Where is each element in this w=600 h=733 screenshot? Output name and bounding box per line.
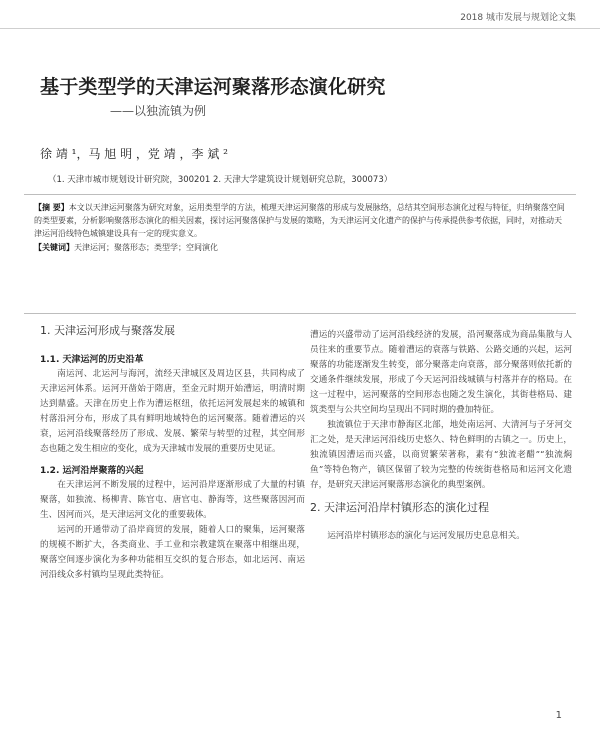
- running-header: 2018 城市发展与规划论文集: [460, 13, 576, 23]
- paper-title: 基于类型学的天津运河聚落形态演化研究: [40, 76, 386, 98]
- paragraph: 运河的开通带动了沿岸商贸的发展，随着人口的聚集，运河聚落的规模不断扩大，各类商业、手工业和宗教建筑在聚落中相继出现，聚落空间逐步演化为多种功能相互交织的复合形态，如北运河、南运河沿线众多村镇均呈现此类特征。: [40, 525, 305, 580]
- paper-subtitle: ——以独流镇为例: [110, 104, 207, 118]
- section-heading-2: 2. 天津运河沿岸村镇形态的演化过程: [310, 501, 489, 514]
- keywords-text: 天津运河；聚落形态；类型学；空间演化: [74, 242, 218, 252]
- right-column: [310, 328, 572, 544]
- subsection-heading-1-2: 1.2. 运河沿岸聚落的兴起: [40, 466, 144, 476]
- paragraph: 独流镇位于天津市静海区北部，地处南运河、大清河与子牙河交汇之处，是天津运河沿线历史悠久、特色鲜明的古镇之一。历史上，独流镇因漕运而兴盛，以商贸繁荣著称，素有“独流老醋”“独流焖鱼”等特色物产，镇区保留了较为完整的传统街巷格局和运河文化遗存，是研究天津运河聚落形态演化的典型案例。: [310, 420, 572, 490]
- affiliation: （1. 天津市城市规划设计研究院，300201 2. 天津大学建筑设计规划研究总院，300073）: [48, 175, 393, 185]
- subsection-heading-1-1: 1.1. 天津运河的历史沿革: [40, 355, 144, 365]
- paragraph: 南运河、北运河与海河，流经天津城区及周边区县，共同构成了天津运河体系。运河开凿始于隋唐，至金元时期开始漕运，明清时期达到鼎盛。天津在历史上作为漕运枢纽，依托运河发展起来的城镇和村落沿河分布，形成了具有鲜明地域特色的运河聚落。随着漕运的兴衰，运河沿线聚落经历了形成、发展、繁荣与转型的过程，其空间形态也随之发生相应的变化，成为天津城市发展的重要历史见证。: [40, 369, 305, 454]
- paragraph: 运河沿岸村镇形态的演化与运河发展历史息息相关。: [327, 531, 525, 541]
- abstract-box: [24, 194, 576, 314]
- paragraph: 漕运的兴盛带动了运河沿线经济的发展，沿河聚落成为商品集散与人员往来的重要节点。随着漕运的衰落与铁路、公路交通的兴起，运河聚落的功能逐渐发生转变，部分聚落走向衰落，部分聚落则依托新的交通条件继续发展，形成了今天运河沿线城镇与村落并存的格局。在这一过程中，运河聚落的空间形态也随之发生演化，其街巷格局、建筑类型与公共空间均呈现出不同时期的叠加特征。: [310, 330, 572, 415]
- section-heading-1: 1. 天津运河形成与聚落发展: [40, 324, 175, 337]
- left-column: [40, 322, 305, 583]
- abstract-text: 本文以天津运河聚落为研究对象，运用类型学的方法，梳理天津运河聚落的形成与发展脉络，总结其空间形态演化过程与特征，归纳聚落空间的类型要素，分析影响聚落形态演化的相关因素，探讨运河聚落保护与发展的策略，为天津运河文化遗产的保护与传承提供参考依据，同时，对推动天津运河沿线特色城镇建设具有一定的现实意义。: [34, 203, 565, 239]
- header-divider: [0, 28, 600, 29]
- abstract-label: 【摘 要】: [34, 202, 69, 212]
- page-number: 1: [555, 710, 562, 721]
- paragraph: 在天津运河不断发展的过程中，运河沿岸逐渐形成了大量的村镇聚落，如独流、杨柳青、陈官屯、唐官屯、静海等，这些聚落因河而生、因河而兴，是天津运河文化的重要载体。: [40, 480, 305, 520]
- authors: 徐 靖 ¹，马 旭 明 ，党 靖 ，李 斌 ²: [40, 147, 228, 161]
- keywords-label: 【关键词】: [34, 241, 74, 252]
